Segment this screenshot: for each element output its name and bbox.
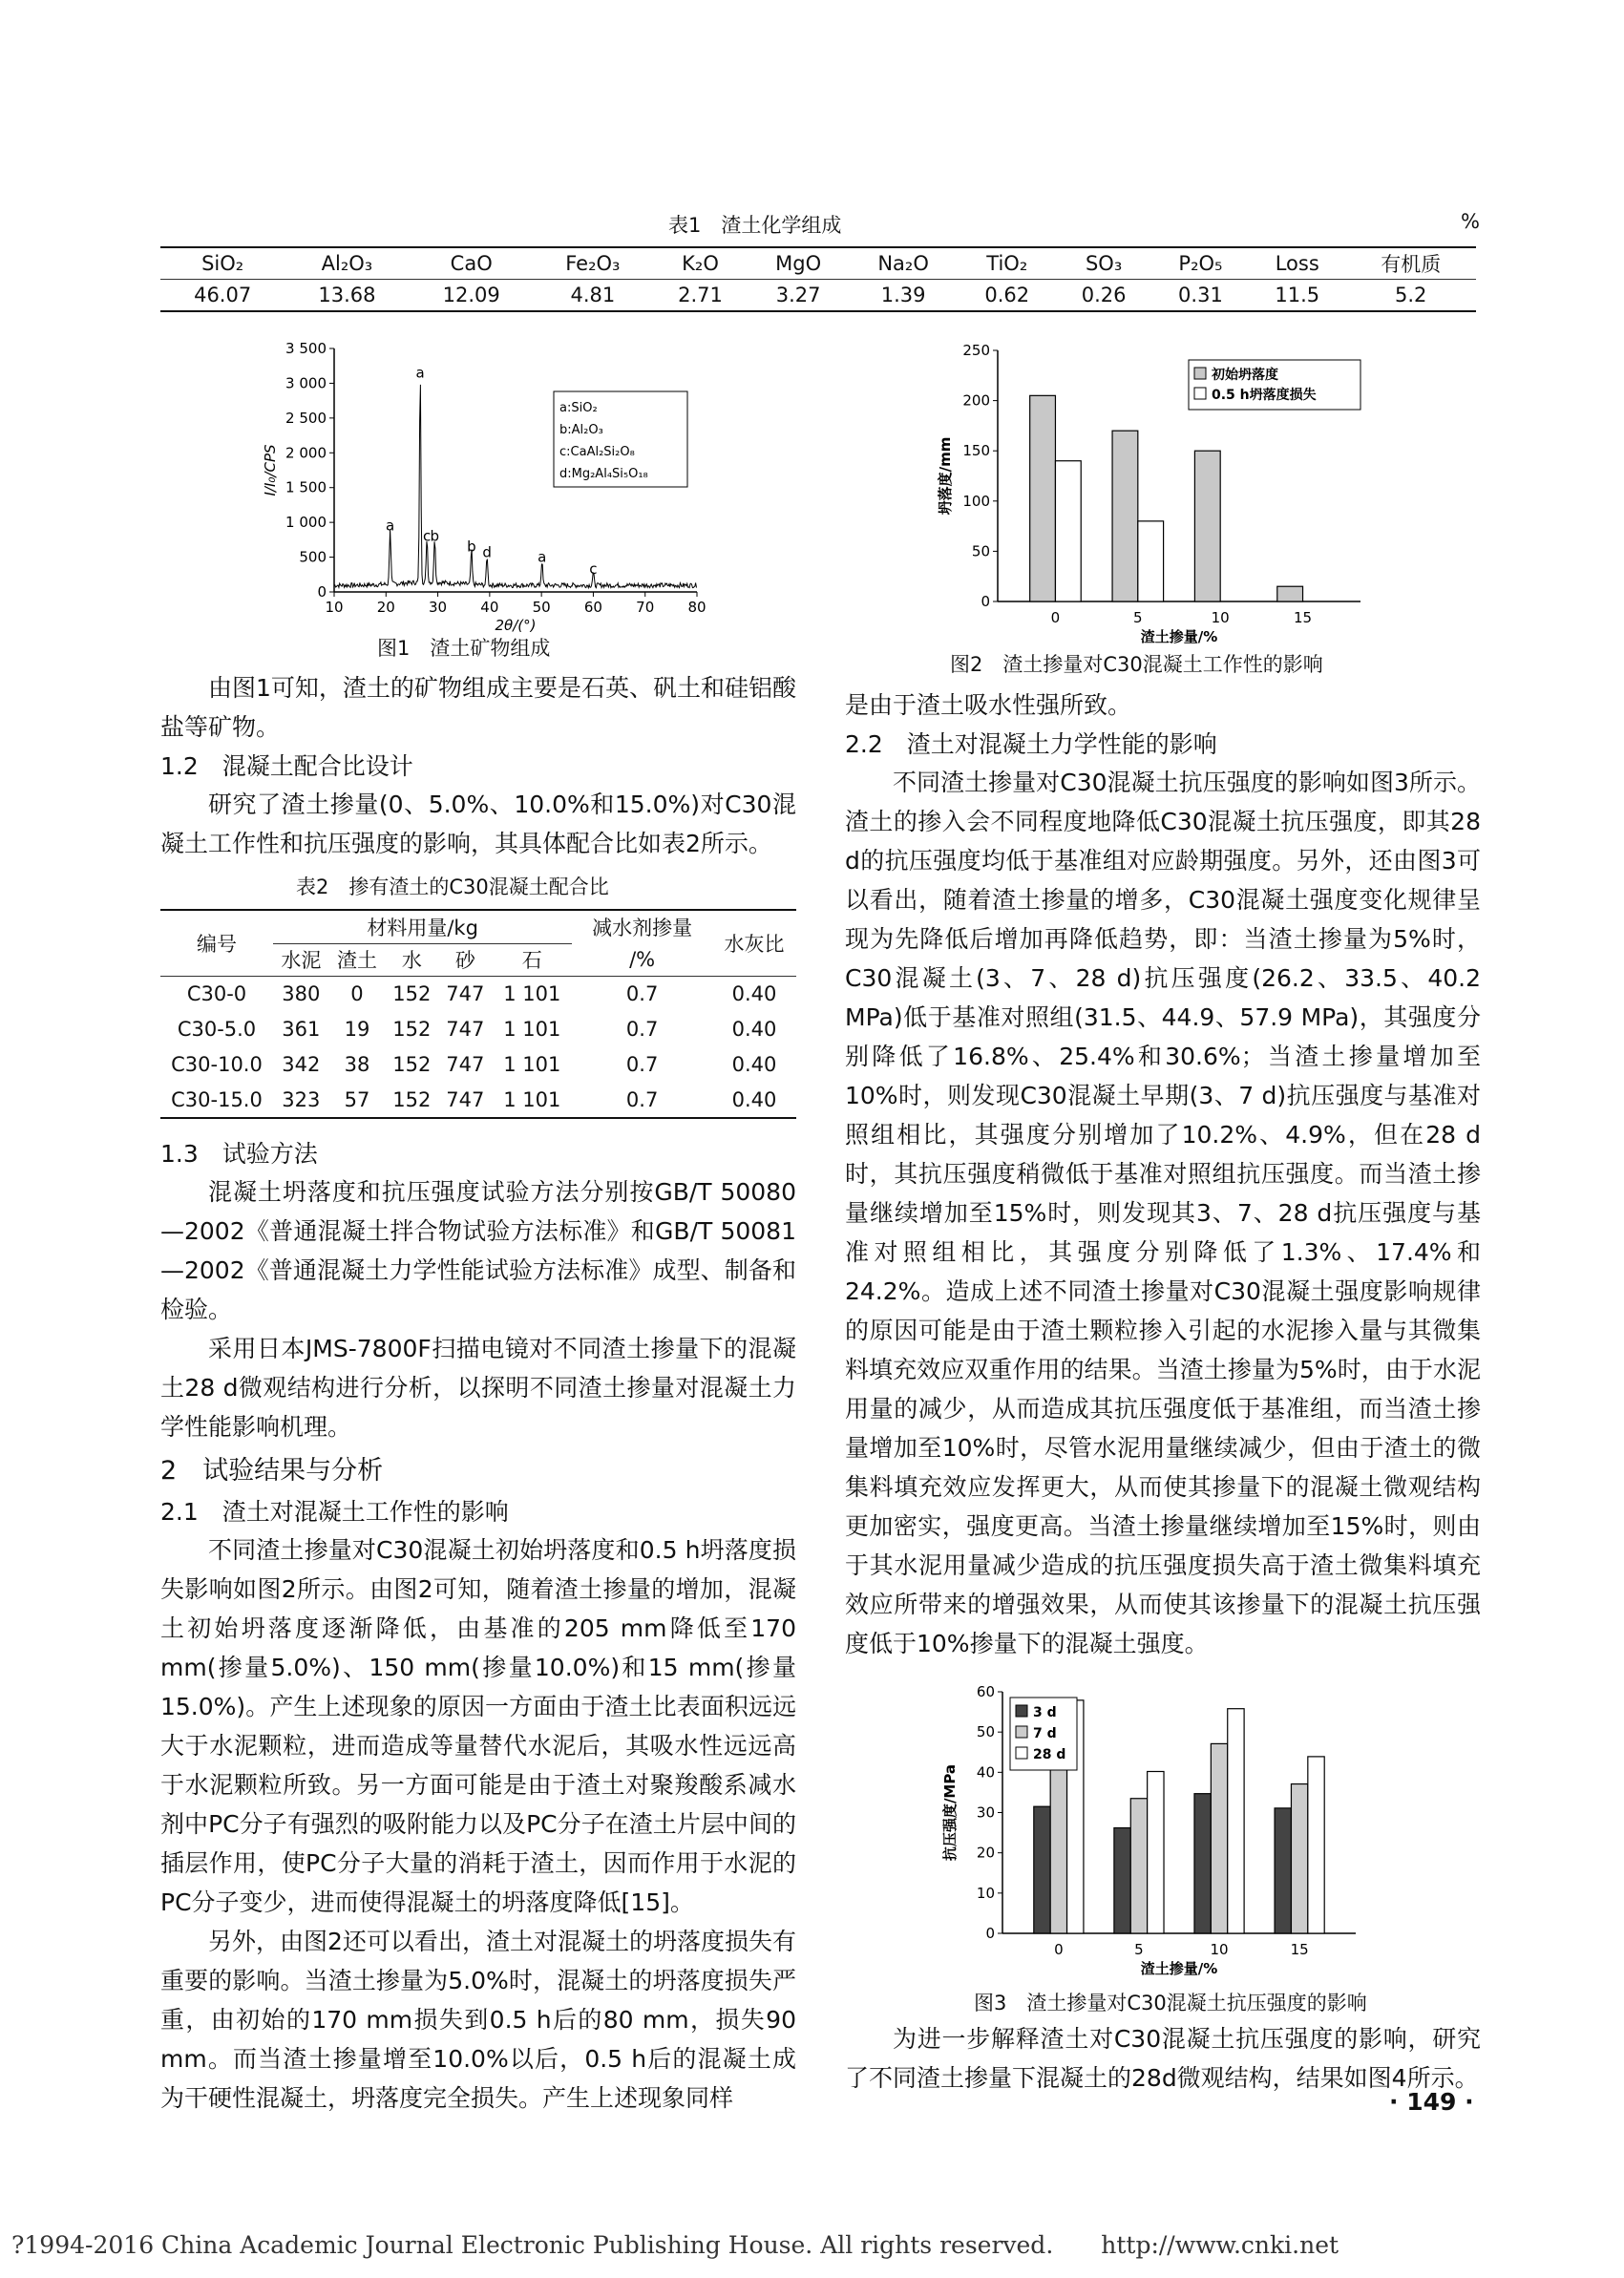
peak-label: b <box>467 538 476 556</box>
legend-swatch <box>1016 1747 1027 1759</box>
x-tick-label: 50 <box>532 599 551 616</box>
peak-label: a <box>386 517 395 535</box>
bar <box>1291 1784 1307 1933</box>
x-tick-label: 10 <box>325 599 344 616</box>
table2-cell: 0 <box>350 981 364 1005</box>
paragraph: 不同渣土掺量对C30混凝土初始坍落度和0.5 h坍落度损失影响如图2所示。由图2可知，随着渣土掺量的增加，混凝土初始坍落度逐渐降低，由基准的205 mm降低至170 mm(掺量5.0%)、150 mm(掺量10.0%)和15 mm(掺量15.0%)。产生上述现象的原因一方面由于渣土比表面积远远大于水泥颗粒，进而造成等量替代水泥后，其吸水性远远高于水泥颗粒所致。另一方面可能是由于渣土对聚羧酸系减水剂中PC分子有强烈的吸附能力以及PC分子在渣土片层中间的插层作用，使PC分子大量的消耗于渣土，因而作用于水泥的PC分子变少，进而使得混凝土的坍落度降低[15]。 <box>160 1536 796 1916</box>
bar <box>1194 451 1220 601</box>
table2-header-wc: 水灰比 <box>724 932 785 956</box>
table2-cell: 1 101 <box>503 1017 561 1041</box>
table2-header-material: 材料用量/kg <box>273 911 572 943</box>
peak-label: a <box>538 548 547 566</box>
table1-cell: 2.71 <box>678 284 723 306</box>
table-row <box>160 976 796 1011</box>
fig2-caption: 图2 渣土掺量对C30混凝土工作性的影响 <box>950 653 1323 676</box>
table2-cell: 0.40 <box>731 981 777 1005</box>
table1-unit: % <box>1461 210 1480 233</box>
bar <box>1130 1799 1147 1933</box>
x-tick-label: 15 <box>1290 1941 1309 1958</box>
y-tick-label: 2 000 <box>285 444 327 462</box>
peak-label: d <box>482 543 492 561</box>
y-tick-label: 10 <box>976 1884 995 1902</box>
table1-header: SO₃ <box>1085 252 1123 275</box>
legend-item: c:CaAl₂Si₂O₈ <box>559 445 635 459</box>
table1-header: MgO <box>775 252 822 275</box>
y-tick-label: 250 <box>962 342 990 359</box>
legend-swatch <box>1016 1705 1027 1717</box>
table2 <box>160 909 796 1119</box>
table2-cell: 1 101 <box>503 981 561 1005</box>
table2-cell: 747 <box>446 1052 485 1076</box>
table1-header: 有机质 <box>1381 253 1442 276</box>
table2-grid <box>160 911 796 1117</box>
section-heading: 2.1 渣土对混凝土工作性的影响 <box>160 1498 509 1526</box>
bar <box>1277 586 1303 601</box>
table2-header-wr: 减水剂掺量 <box>592 917 693 939</box>
strength-chart <box>936 1680 1365 1995</box>
table2-cell: C30-15.0 <box>171 1087 263 1111</box>
x-tick-label: 10 <box>1210 1941 1229 1958</box>
legend-item: 0.5 h坍落度损失 <box>1212 388 1317 403</box>
table2-subheader: 水泥 <box>281 949 322 972</box>
table2-cell: 152 <box>392 1017 432 1041</box>
right-col <box>845 686 1481 1663</box>
x-tick-label: 80 <box>687 599 707 616</box>
table2-cell: 747 <box>446 981 485 1005</box>
legend-item: a:SiO₂ <box>559 401 598 415</box>
x-tick-label: 30 <box>429 599 448 616</box>
y-tick-label: 500 <box>299 548 327 566</box>
table2-cell: 1 101 <box>503 1087 561 1111</box>
table2-cell: C30-10.0 <box>171 1052 263 1076</box>
chart-legend <box>554 391 687 487</box>
bar <box>1308 1757 1324 1933</box>
table1 <box>160 246 1476 312</box>
table1-cell: 12.09 <box>442 284 500 306</box>
table2-cell: 57 <box>344 1087 370 1111</box>
page-number: · 149 · <box>1389 2088 1474 2116</box>
y-tick-label: 30 <box>976 1803 995 1822</box>
y-tick-label: 50 <box>971 542 990 560</box>
y-tick-label: 20 <box>976 1844 995 1862</box>
y-tick-label: 60 <box>976 1683 995 1700</box>
y-axis-title: 抗压强度/MPa <box>941 1763 959 1862</box>
table2-subheader: 渣土 <box>336 949 377 972</box>
table-row <box>160 1082 796 1117</box>
right-col-end <box>845 2019 1481 2098</box>
paragraph-continuation: 是由于渣土吸水性强所致。 <box>845 691 1132 719</box>
legend-item: 初始坍落度 <box>1212 368 1278 383</box>
table1-grid <box>160 248 1476 310</box>
bar <box>1275 1808 1291 1933</box>
bar <box>1112 431 1138 601</box>
peak-label: c <box>589 559 598 578</box>
legend-swatch <box>1194 368 1206 379</box>
peak-label: a <box>415 364 425 382</box>
table2-cell: 0.7 <box>625 1017 659 1041</box>
table2-cell: 0.7 <box>625 981 659 1005</box>
table1-header: Na₂O <box>877 252 929 275</box>
paragraph: 为进一步解释渣土对C30混凝土抗压强度的影响，研究了不同渣土掺量下混凝土的28d微观结构，结果如图4所示。 <box>845 2025 1481 2092</box>
slump-chart <box>917 339 1375 654</box>
table1-header: P₂O₅ <box>1178 252 1223 275</box>
table1-cell: 11.5 <box>1275 284 1320 306</box>
bar <box>1194 1794 1211 1933</box>
table2-cell: 0.7 <box>625 1052 659 1076</box>
y-tick-label: 3 500 <box>285 340 327 357</box>
table2-header-id: 编号 <box>197 932 237 956</box>
table1-cell: 3.27 <box>775 284 821 306</box>
chart-legend <box>1010 1698 1077 1770</box>
table1-header: Loss <box>1275 252 1319 275</box>
table2-header-wr-unit: /% <box>629 947 656 971</box>
table1-caption: 表1 渣土化学组成 <box>668 214 842 237</box>
legend-swatch <box>1194 388 1206 399</box>
section-heading: 2 试验结果与分析 <box>160 1456 384 1486</box>
table2-cell: 747 <box>446 1017 485 1041</box>
y-tick-label: 0 <box>317 583 327 601</box>
paragraph: 另外，由图2还可以看出，渣土对混凝土的坍落度损失有重要的影响。当渣土掺量为5.0%时，混凝土的坍落度损失严重，由初始的170 mm损失到0.5 h后的80 mm，损失90 mm。而当渣土掺量增至10.0%以后，0.5 h后的混凝土成为干硬性混凝土，坍落度完全损失。产生上述现象同样 <box>160 1928 796 2112</box>
table1-cell: 0.31 <box>1178 284 1223 306</box>
y-tick-label: 200 <box>962 391 990 410</box>
legend-item: 28 d <box>1033 1747 1066 1762</box>
paragraph: 采用日本JMS-7800F扫描电镜对不同渣土掺量下的混凝土28 d微观结构进行分析，以探明不同渣土掺量对混凝土力学性能影响机理。 <box>160 1335 796 1441</box>
table2-cell: 38 <box>344 1052 370 1076</box>
table1-cell: 0.62 <box>984 284 1030 306</box>
legend-item: 7 d <box>1033 1726 1057 1741</box>
table1-cell: 46.07 <box>194 284 252 306</box>
table2-subheader: 水 <box>401 949 422 972</box>
bar <box>1211 1743 1227 1933</box>
table2-cell: 152 <box>392 981 432 1005</box>
table1-cell: 1.39 <box>880 284 926 306</box>
x-axis-title: 渣土掺量/% <box>1140 628 1218 645</box>
bar <box>1055 461 1081 601</box>
table1-cell: 13.68 <box>318 284 376 306</box>
table1-header: Al₂O₃ <box>321 252 373 275</box>
table1-header: TiO₂ <box>986 252 1028 275</box>
table2-cell: 747 <box>446 1087 485 1111</box>
x-tick-label: 20 <box>376 599 395 616</box>
y-axis-title: 坍落度/mm <box>937 436 954 516</box>
table2-cell: 361 <box>282 1017 321 1041</box>
legend-item: d:Mg₂Al₄Si₅O₁₈ <box>559 467 648 481</box>
section-heading: 2.2 渣土对混凝土力学性能的影响 <box>845 730 1217 758</box>
left-col-top <box>160 668 796 863</box>
bar <box>1114 1828 1130 1933</box>
bar <box>1034 1806 1050 1933</box>
table2-cell: 323 <box>282 1087 321 1111</box>
paragraph: 由图1可知，渣土的矿物组成主要是石英、矾土和硅铝酸盐等矿物。 <box>160 674 796 741</box>
table1-header-row <box>160 248 1476 280</box>
table1-header: Fe₂O₃ <box>565 252 621 275</box>
x-tick-label: 10 <box>1211 609 1230 626</box>
bar <box>1030 395 1056 601</box>
table2-cell: 152 <box>392 1087 432 1111</box>
y-tick-label: 50 <box>976 1723 995 1741</box>
bar <box>1148 1771 1164 1933</box>
paragraph: 不同渣土掺量对C30混凝土抗压强度的影响如图3所示。渣土的掺入会不同程度地降低C30混凝土抗压强度，即其28 d的抗压强度均低于基准组对应龄期强度。另外，还由图3可以看出，随着渣土掺量的增多，C30混凝土强度变化规律呈现为先降低后增加再降低趋势，即：当渣土掺量为5%时，C30混凝土(3、7、28 d)抗压强度(26.2、33.5、40.2 MPa)低于基准对照组(31.5、44.9、57.9 MPa)，其强度分别降低了16.8%、25.4%和30.6%；当渣土掺量增加至10%时，则发现C30混凝土早期(3、7 d)抗压强度与基准对照组相比，其强度分别增加了10.2%、4.9%，但在28 d时，其抗压强度稍微低于基准对照组抗压强度。而当渣土掺量继续增加至15%时，则发现其3、7、28 d抗压强度与基准对照组相比，其强度分别降低了1.3%、17.4%和24.2%。造成上述不同渣土掺量对C30混凝土强度影响规律的原因可能是由于渣土颗粒掺入引起的水泥掺入量与其微集料填充效应双重作用的结果。当渣土掺量为5%时，由于水泥用量的减少，从而造成其抗压强度低于基准组，而当渣土掺量增加至10%时，尽管水泥用量继续减少，但由于渣土的微集料填充效应发挥更大，从而使其掺量下的混凝土微观结构更加密实，强度更高。当渣土掺量继续增加至15%时，则由于其水泥用量减少造成的抗压强度损失高于渣土微集料填充效应所带来的增强效果，从而使其该掺量下的混凝土抗压强度低于10%掺量下的混凝土强度。 <box>845 769 1481 1657</box>
table2-subheader: 石 <box>521 949 542 972</box>
bar <box>1138 521 1164 601</box>
x-tick-label: 0 <box>1050 609 1061 626</box>
y-tick-label: 150 <box>962 442 990 460</box>
table2-cell: 1 101 <box>503 1052 561 1076</box>
y-tick-label: 1 500 <box>285 478 327 496</box>
left-col-bottom <box>160 1136 796 2118</box>
table2-subheader: 砂 <box>454 949 475 972</box>
x-tick-label: 40 <box>480 599 499 616</box>
y-axis-title: I/I₀/CPS <box>262 444 279 496</box>
table2-cell: 342 <box>282 1052 321 1076</box>
table1-cell: 0.26 <box>1081 284 1127 306</box>
x-tick-label: 70 <box>636 599 655 616</box>
y-tick-label: 40 <box>976 1763 995 1782</box>
x-axis-title: 2θ/(°) <box>495 617 537 634</box>
x-axis-title: 渣土掺量/% <box>1140 1960 1218 1977</box>
bar <box>1228 1709 1244 1933</box>
table-row <box>160 1046 796 1082</box>
table2-cell: 0.40 <box>731 1087 777 1111</box>
y-tick-label: 0 <box>981 593 990 610</box>
x-tick-label: 15 <box>1293 609 1313 626</box>
x-tick-label: 5 <box>1134 1941 1144 1958</box>
table1-header: K₂O <box>682 252 719 275</box>
legend-item: b:Al₂O₃ <box>559 423 603 437</box>
table2-cell: 152 <box>392 1052 432 1076</box>
table2-cell: C30-0 <box>186 981 247 1005</box>
y-tick-label: 100 <box>962 492 990 510</box>
table2-cell: 0.7 <box>625 1087 659 1111</box>
table1-cell: 5.2 <box>1395 284 1427 306</box>
chart-legend <box>1189 360 1360 410</box>
y-tick-label: 3 000 <box>285 374 327 392</box>
x-tick-label: 0 <box>1054 1941 1064 1958</box>
fig1-caption: 图1 渣土矿物组成 <box>377 637 551 660</box>
y-tick-label: 1 000 <box>285 514 327 532</box>
table2-cell: C30-5.0 <box>177 1017 257 1041</box>
table-row <box>160 1011 796 1046</box>
paragraph: 研究了渣土掺量(0、5.0%、10.0%和15.0%)对C30混凝土工作性和抗压强度的影响，其具体配合比如表2所示。 <box>160 791 796 857</box>
table1-value-row <box>160 280 1476 311</box>
y-tick-label: 0 <box>985 1925 995 1942</box>
copyright-footer: ?1994-2016 China Academic Journal Electronic Publishing House. All rights reserved. http://www.cnki.net <box>11 2231 1339 2259</box>
table2-caption: 表2 掺有渣土的C30混凝土配合比 <box>296 875 609 898</box>
xrd-chart <box>239 339 726 644</box>
table2-cell: 0.40 <box>731 1052 777 1076</box>
peak-label: b <box>430 527 440 545</box>
table2-cell: 0.40 <box>731 1017 777 1041</box>
legend-swatch <box>1016 1726 1027 1738</box>
x-tick-label: 60 <box>583 599 602 616</box>
y-tick-label: 2 500 <box>285 409 327 427</box>
peak-label: c <box>423 527 432 545</box>
paragraph: 混凝土坍落度和抗压强度试验方法分别按GB/T 50080—2002《普通混凝土拌合物试验方法标准》和GB/T 50081—2002《普通混凝土力学性能试验方法标准》成型、制备和检验。 <box>160 1178 796 1323</box>
table1-header: CaO <box>450 252 493 275</box>
bar <box>1050 1753 1066 1933</box>
table2-cell: 19 <box>344 1017 370 1041</box>
legend-item: 3 d <box>1033 1705 1057 1720</box>
section-heading: 1.3 试验方法 <box>160 1140 318 1168</box>
x-tick-label: 5 <box>1133 609 1143 626</box>
table1-cell: 4.81 <box>570 284 616 306</box>
table1-header: SiO₂ <box>201 252 244 275</box>
section-heading: 1.2 混凝土配合比设计 <box>160 752 413 780</box>
table2-cell: 380 <box>282 981 321 1005</box>
fig3-caption: 图3 渣土掺量对C30混凝土抗压强度的影响 <box>974 1992 1367 2014</box>
